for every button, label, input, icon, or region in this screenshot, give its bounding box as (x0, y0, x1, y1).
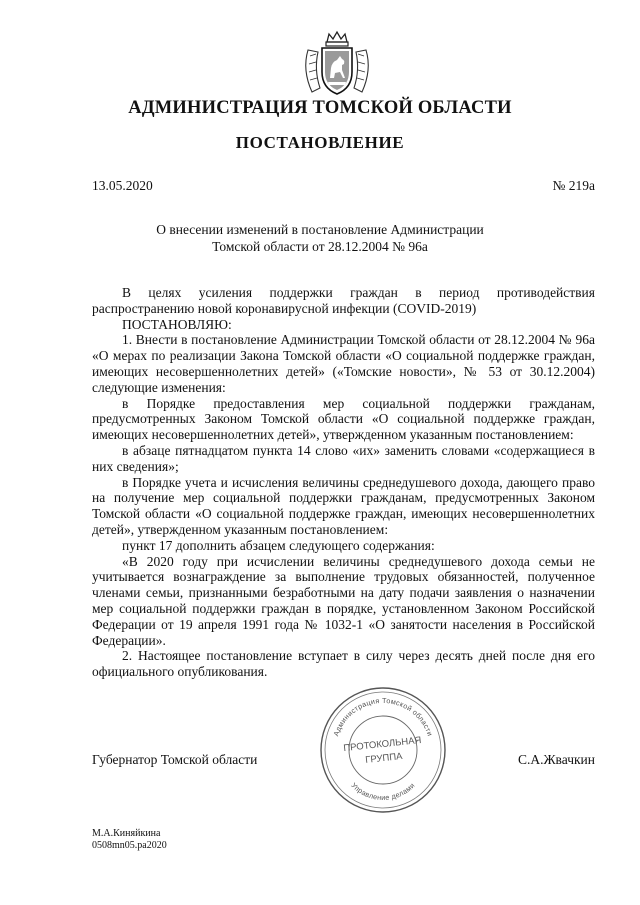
document-type-title: ПОСТАНОВЛЕНИЕ (235, 133, 405, 152)
subject-line-1: О внесении изменений в постановление Администрации (156, 222, 484, 237)
coat-of-arms-icon (298, 30, 376, 100)
body-paragraph: пункт 17 дополнить абзацем следующего содержания: (122, 537, 435, 553)
organization-title: АДМИНИСТРАЦИЯ ТОМСКОЙ ОБЛАСТИ (128, 98, 512, 118)
document-date: 13.05.2020 (92, 178, 153, 193)
body-paragraph: в Порядке учета и исчисления величины среднедушевого дохода, дающего право на получение мер социальной поддержки гражданам, предусмотренных Законом Томской области «О социальной поддержке граждан, имеющих несовершеннолетних детей», утвержденном указанным постановлением: (92, 474, 595, 537)
stamp-center-line-2: ГРУППА (364, 751, 404, 766)
document-subject (0, 221, 640, 255)
stamp-center-line-1: ПРОТОКОЛЬНАЯ (342, 734, 422, 755)
stamp-ring-bottom: Управление делами (349, 780, 417, 803)
stamp-seal-icon (318, 685, 448, 815)
subject-line-2: Томской области от 28.12.2004 № 96а (212, 239, 428, 254)
signatory-name: С.А.Жвачкин (517, 752, 595, 767)
body-paragraph: ПОСТАНОВЛЯЮ: (122, 316, 232, 332)
document-number: № 219а (552, 178, 595, 193)
body-paragraph: «В 2020 году при исчислении величины среднедушевого дохода семьи не учитывается вознаграждение за выполнение трудовых обязанностей, полученное членами семьи, признанными безработными на дату подачи заявления о назначении мер социальной поддержки граждан в порядке, установленном Законом Российской Федерации от 19 апреля 1991 года № 1032-1 «О занятости населения в Российской Федерации». (92, 553, 595, 648)
document-body (92, 285, 595, 680)
stamp-ring-top: Администрация Томской области (331, 695, 435, 738)
body-paragraph: 2. Настоящее постановление вступает в силу через десять дней после дня его официального опубликования. (92, 648, 595, 680)
body-paragraph: в Порядке предоставления мер социальной поддержки гражданам, предусмотренных Законом Томской области «О социальной поддержке граждан, имеющих несовершеннолетних детей», утвержденном указанным постановлением: (92, 395, 595, 443)
document-code: 0508mn05.pa2020 (92, 840, 167, 851)
executor-info (92, 828, 167, 852)
svg-text:Администрация Томской области (331, 696, 434, 737)
signatory-position: Губернатор Томской области (92, 752, 258, 767)
body-paragraph: В целях усиления поддержки граждан в период противодействия распространению новой коронавирусной инфекции (COVID-2019) (92, 285, 595, 316)
body-paragraph: 1. Внести в постановление Администрации Томской области от 28.12.2004 № 96а «О мерах по реализации Закона Томской области «О социальной поддержке граждан, имеющих несовершеннолетних детей» («Томские новости», № 53 от 30.12.2004) следующие изменения: (92, 332, 595, 395)
executor-name: М.А.Киняйкина (92, 828, 161, 839)
body-paragraph: в абзаце пятнадцатом пункта 14 слово «их» заменить словами «содержащиеся в них сведения»; (92, 442, 595, 474)
